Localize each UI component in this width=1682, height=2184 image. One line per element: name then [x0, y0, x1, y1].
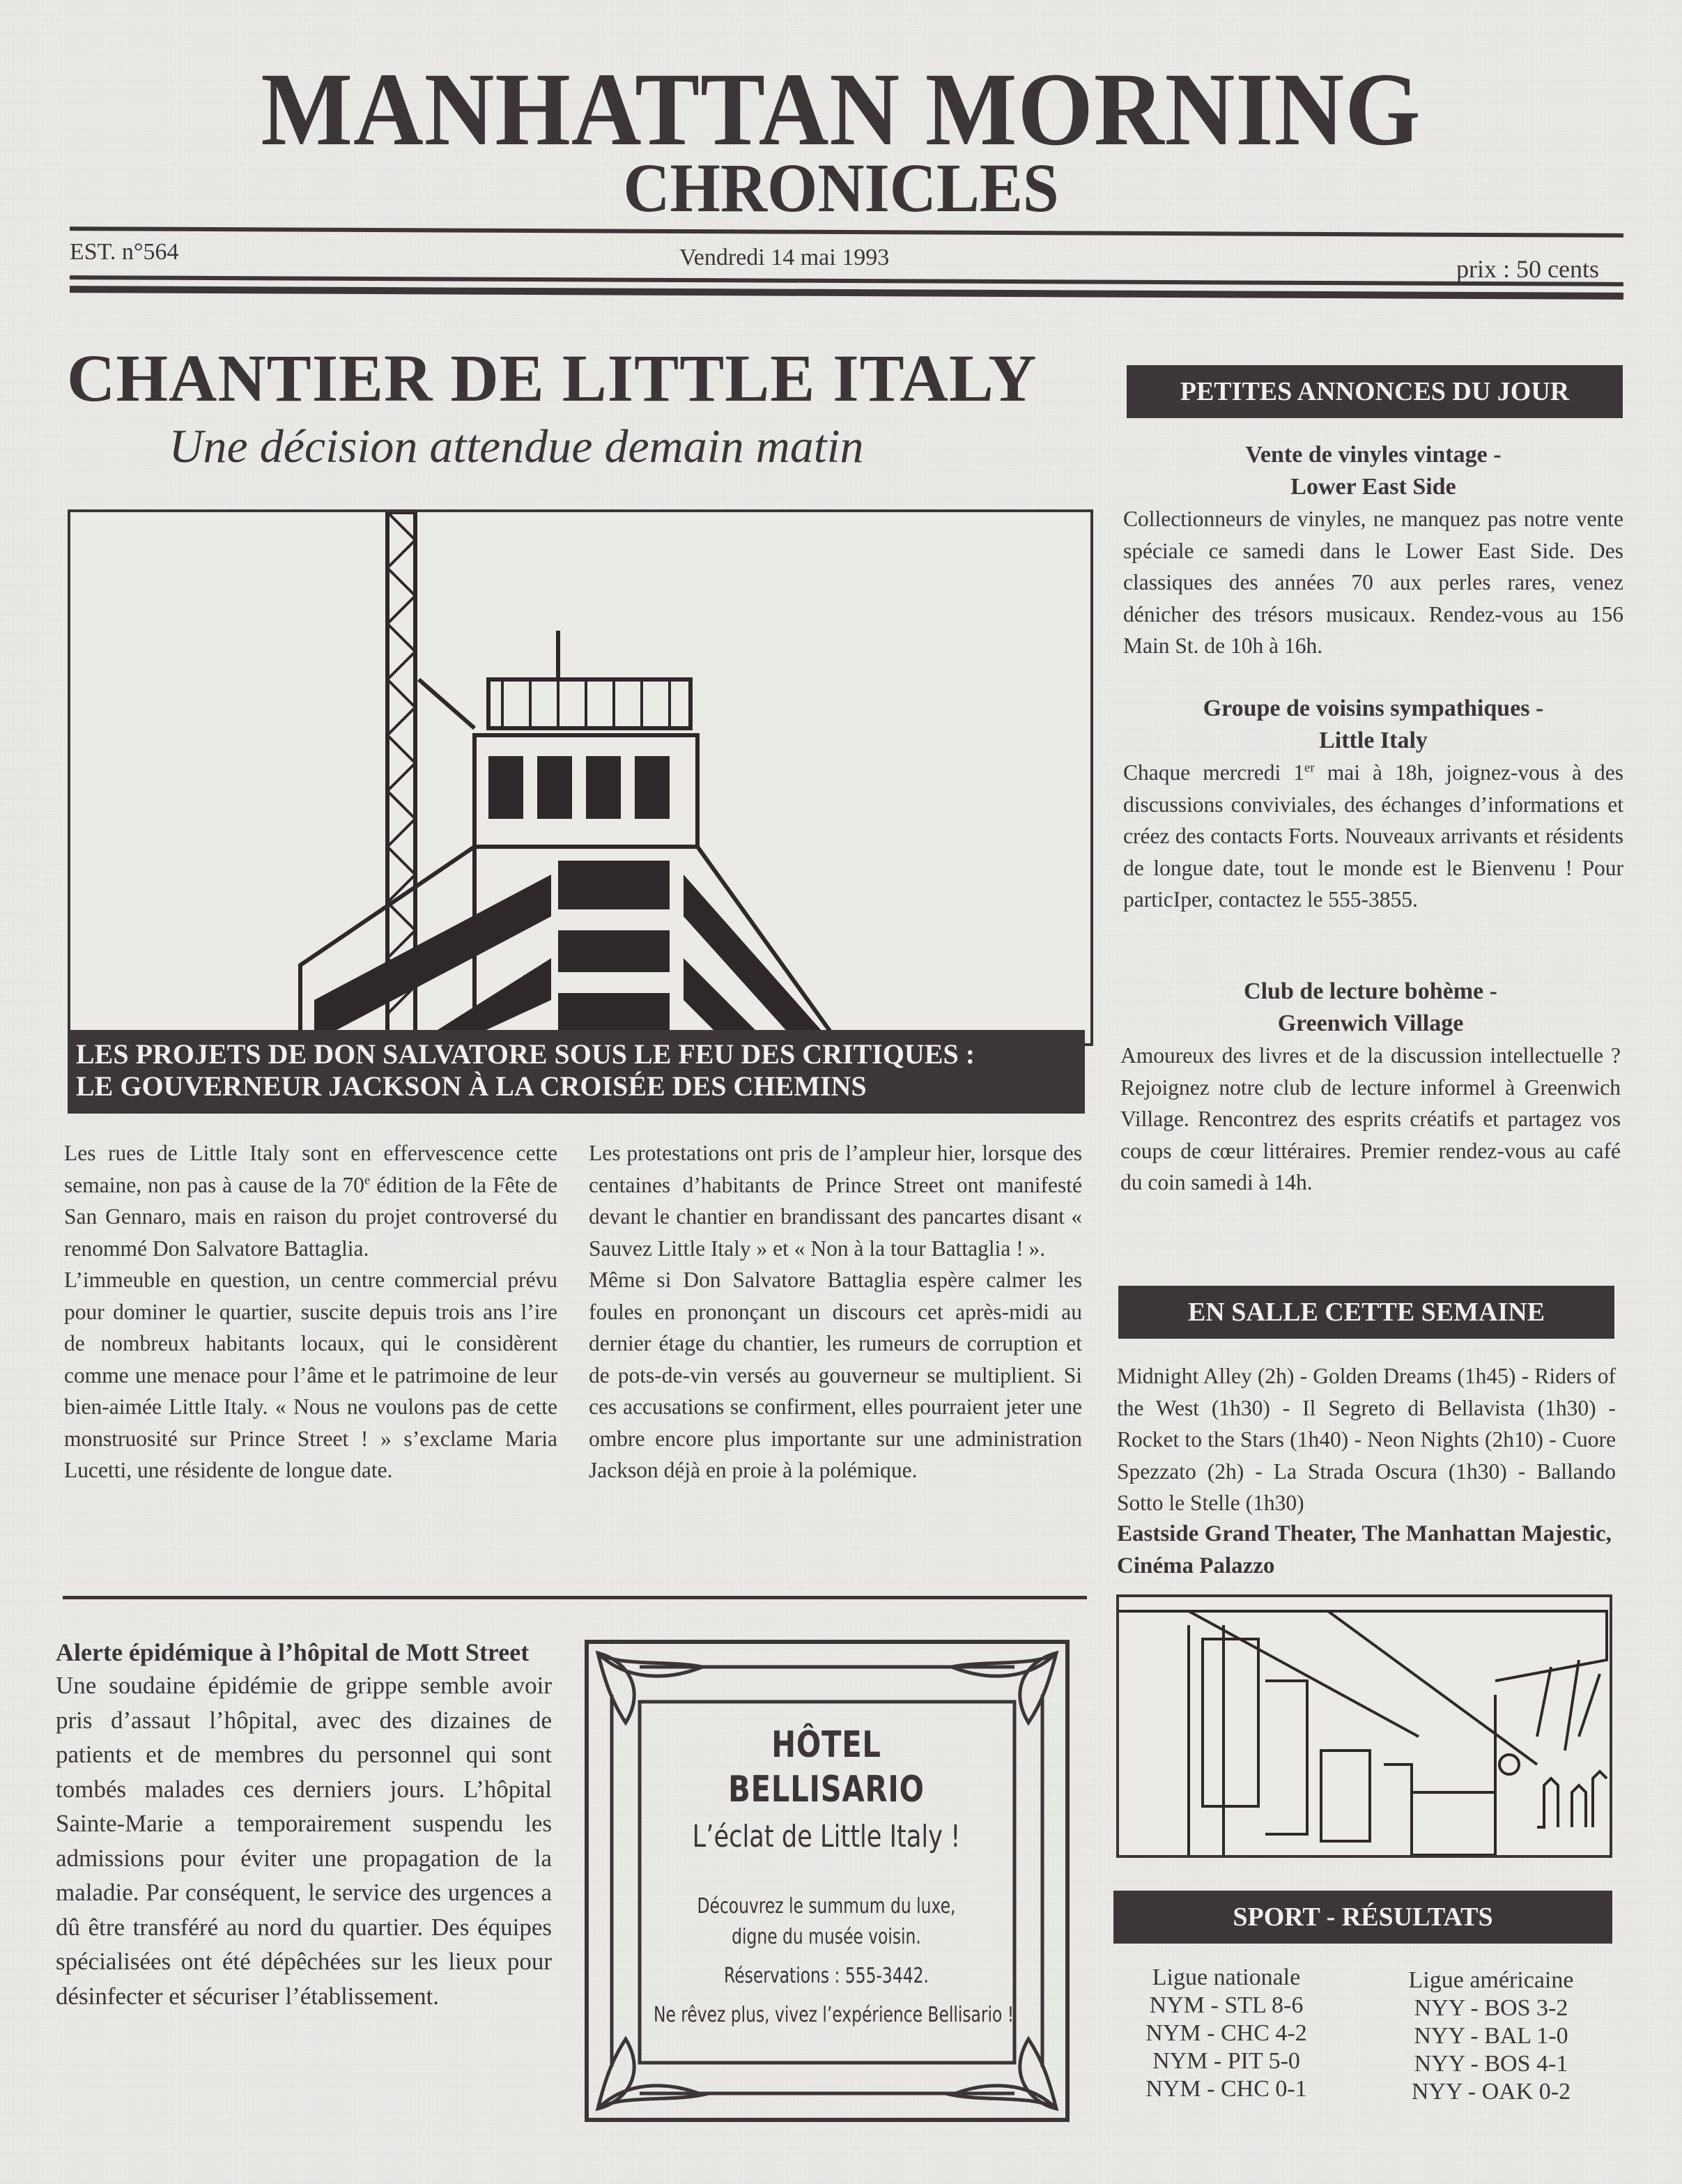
- classified-body: Collectionneurs de vinyles, ne manquez pas notre vente spéciale ce samedi dans le Lower East Side. Des classiques des années 70 aux perles rares, venez dénicher des trésors musicaux. Rendez-vous au 156 Main St. de 10h à 16h.: [1123, 507, 1623, 658]
- classified-ad-vinyl: [1123, 439, 1623, 662]
- hotel-name: HÔTEL BELLISARIO: [728, 1724, 925, 1810]
- lead-paragraph-3: Les protestations ont pris de l’ampleur hier, lorsque des centaines d’habitants de Prince Street ont manifesté devant le chantier en brandissant des pancartes disant « Sauvez Little Italy » et « Non à la tour Battaglia ! ».: [589, 1141, 1082, 1261]
- newspaper-subtitle: CHRONICLES: [623, 149, 1059, 226]
- national-league-results: [1115, 1964, 1338, 2103]
- hotel-line-2: digne du musée voisin.: [732, 1925, 921, 1949]
- lead-image-caption: [68, 1030, 1085, 1114]
- game-result: NYY - BOS 3-2: [1414, 1995, 1568, 2021]
- building-crane-illustration: [70, 512, 1090, 1043]
- cinema-entrance-drawing: [1119, 1597, 1610, 1855]
- caption-line-1: LES PROJETS DE DON SALVATORE SOUS LE FEU DES CRITIQUES :: [76, 1038, 975, 1070]
- hospital-headline: Alerte épidémique à l’hôpital de Mott Street: [56, 1638, 530, 1666]
- game-result: NYY - BOS 4-1: [1414, 2051, 1568, 2077]
- classified-body: Amoureux des livres et de la discussion intellectuelle ? Rejoignez notre club de lecture informel à Greenwich Village. Rencontrez des esprits créatifs et partagez vos coups de cœur littéraires. Premier rendez-vous au café du coin samedi à 14h.: [1120, 1043, 1621, 1194]
- sports-banner: SPORT - RÉSULTATS: [1113, 1891, 1612, 1944]
- hotel-ad-content: [647, 1709, 1014, 2057]
- issue-price: prix : 50 cents: [1456, 255, 1599, 283]
- hotel-line-1: Découvrez le summum du luxe,: [697, 1894, 956, 1918]
- hotel-tagline: L’éclat de Little Italy !: [692, 1819, 961, 1854]
- classified-title: Club de lecture bohème - Greenwich Village: [1244, 978, 1497, 1036]
- game-result: NYM - CHC 4-2: [1145, 2020, 1307, 2046]
- lead-subheadline: Une décision attendue demain matin: [169, 420, 864, 472]
- cinema-illustration: [1116, 1594, 1612, 1858]
- newspaper-title: MANHATTAN MORNING: [261, 52, 1421, 167]
- league-label: Ligue nationale: [1152, 1964, 1301, 1990]
- classified-title: Groupe de voisins sympathiques - Little Italy: [1203, 695, 1544, 753]
- game-result: NYM - STL 8-6: [1149, 1992, 1304, 2018]
- construction-tower-image: [68, 509, 1093, 1046]
- hotel-reservations: Réservations : 555-3442.: [724, 1964, 929, 1988]
- lead-paragraph-4: Même si Don Salvatore Battaglia espère calmer les foules en prononçant un discours cet après-midi au dernier étage du chantier, les rumeurs de corruption et de pots-de-vin versés au gouverneur se multiplient. Si ces accusations se confirment, elles pourraient jeter une ombre encore plus importante sur une administration Jackson déjà en proie à la polémique.: [589, 1268, 1082, 1482]
- lead-headline: CHANTIER DE LITTLE ITALY: [67, 341, 1037, 415]
- cinema-listings: Midnight Alley (2h) - Golden Dreams (1h45) - Riders of the West (1h30) - Il Segreto di Bellavista (1h30) - Rocket to the Stars (1h40) - Neon Nights (2h10) - Cuore Spezzato (2h) - La Strada Oscura (1h30) - Ballando Sotto le Stelle (1h30): [1117, 1364, 1616, 1515]
- classified-ad-neighbors: [1123, 693, 1623, 916]
- classified-ad-book-club: [1120, 976, 1621, 1199]
- hospital-story: [56, 1636, 552, 2013]
- game-result: NYY - OAK 0-2: [1411, 2079, 1571, 2105]
- section-divider: [63, 1596, 1087, 1599]
- issue-date: Vendredi 14 mai 1993: [679, 245, 890, 270]
- issue-number: EST. n°564: [70, 239, 179, 265]
- cinema-banner: EN SALLE CETTE SEMAINE: [1118, 1286, 1614, 1339]
- hotel-advertisement: [584, 1639, 1070, 2123]
- hospital-body: Une soudaine épidémie de grippe semble avoir pris d’assaut l’hôpital, avec des dizaines de patients et de membres du personnel qui sont tombés malades ces derniers jours. L’hôpital Sainte-Marie a temporairement suspendu les admissions pour éviter une propagation de la maladie. Par conséquent, le service des urgences a dû être transféré au nord du quartier. Des équipes spécialisées ont été dépêchées sur les lieux pour désinfecter et sécuriser l’établissement.: [56, 1672, 552, 2010]
- classified-title: Vente de vinyles vintage - Lower East Side: [1245, 442, 1502, 500]
- classifieds-banner: PETITES ANNONCES DU JOUR: [1127, 365, 1623, 418]
- game-result: NYM - CHC 0-1: [1145, 2076, 1307, 2102]
- cinema-venues: Eastside Grand Theater, The Manhattan Majestic, Cinéma Palazzo: [1117, 1521, 1612, 1578]
- classified-body: Chaque mercredi 1er mai à 18h, joignez-vous à des discussions conviviales, des échanges d’informations et créez des contacts Forts. Nouveaux arrivants et résidents de longue date, tout le monde est le Bienvenu ! Pour particIper, contactez le 555-3855.: [1123, 760, 1623, 912]
- game-result: NYY - BAL 1-0: [1414, 2023, 1568, 2049]
- game-result: NYM - PIT 5-0: [1152, 2048, 1300, 2074]
- lead-story-column-1: [64, 1137, 557, 1486]
- lead-paragraph-2: L’immeuble en question, un centre commercial prévu pour dominer le quartier, suscite depuis trois ans l’ire de nombreux habitants locaux, qui le considèrent comme une menace pour l’âme et le patrimoine de leur bien-aimée Little Italy. « Nous ne voulons pas de cette monstruosité sur Prince Street ! » s’exclame Maria Lucetti, une résidente de longue date.: [64, 1268, 557, 1482]
- lead-paragraph-1: Les rues de Little Italy sont en effervescence cette semaine, non pas à cause de la 70e édition de la Fête de San Gennaro, mais en raison du projet controversé du renommé Don Salvatore Battaglia.: [64, 1141, 558, 1261]
- hotel-slogan: Ne rêvez plus, vivez l’expérience Bellisario !: [653, 2003, 1014, 2027]
- american-league-results: [1380, 1967, 1603, 2106]
- league-label: Ligue américaine: [1408, 1967, 1574, 1993]
- caption-line-2: LE GOUVERNEUR JACKSON À LA CROISÉE DES CHEMINS: [76, 1070, 867, 1102]
- lead-story-column-2: [589, 1137, 1082, 1486]
